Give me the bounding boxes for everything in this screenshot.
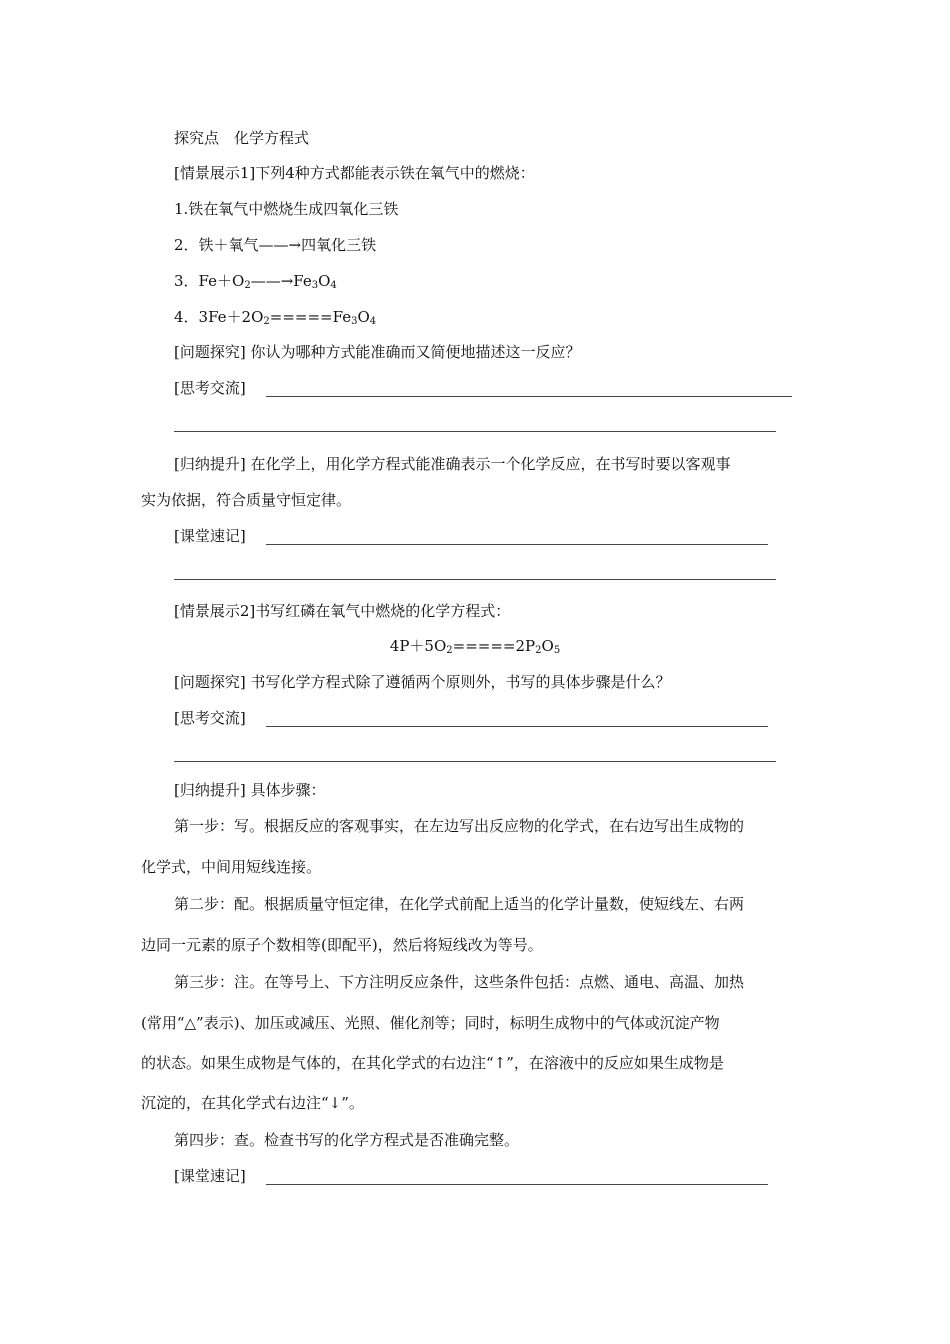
scenario-2-tag: [情景展示2] bbox=[174, 602, 256, 620]
summary-1-line-2: 实为依据，符合质量守恒定律。 bbox=[141, 491, 352, 509]
think-2-tag: [思考交流] bbox=[174, 709, 246, 727]
think-1-answer-line-2[interactable] bbox=[174, 431, 776, 432]
method-4-equation: 4．$3Fe+2O_2=====Fe_3O_4$ bbox=[174, 308, 377, 327]
question-2-tag: [问题探究] bbox=[174, 673, 246, 691]
think-2-answer-line-1[interactable] bbox=[266, 726, 768, 727]
step-3-line-2: (常用“△”表示)、加压或减压、光照、催化剂等；同时，标明生成物中的气体或沉淀产物 bbox=[141, 1014, 720, 1032]
scenario-1-line bbox=[174, 163, 535, 183]
phosphorus-equation: $4P+5O_2=====2P_2O_5$ bbox=[389, 637, 561, 656]
step-2-line-2: 边同一元素的原子个数相等(即配平)，然后将短线改为等号。 bbox=[141, 936, 543, 954]
notes-1-line-2[interactable] bbox=[174, 579, 776, 580]
summary-1-tag: [归纳提升] bbox=[174, 455, 246, 473]
notes-2-tag: [课堂速记] bbox=[174, 1167, 246, 1185]
question-1-tag: [问题探究] bbox=[174, 343, 246, 361]
step-2-line-1: 第二步：配。根据质量守恒定律，在化学式前配上适当的化学计量数，使短线左、右两 bbox=[174, 895, 745, 913]
scenario-1-tag: [情景展示1] bbox=[174, 164, 256, 182]
step-3-line-3: 的状态。如果生成物是气体的，在其化学式的右边注“↑”，在溶液中的反应如果生成物是 bbox=[141, 1054, 724, 1072]
notes-1-line-1[interactable] bbox=[266, 544, 768, 545]
step-4-line: 第四步：查。检查书写的化学方程式是否准确完整。 bbox=[174, 1131, 520, 1149]
scenario-2-text: 书写红磷在氧气中燃烧的化学方程式： bbox=[255, 602, 511, 620]
method-2: 2．铁＋氧气——→四氧化三铁 bbox=[174, 236, 377, 254]
question-1-line bbox=[174, 342, 581, 362]
step-1-line-2: 化学式，中间用短线连接。 bbox=[141, 858, 322, 876]
scenario-1-text: 下列4种方式都能表示铁在氧气中的燃烧： bbox=[255, 164, 535, 182]
scenario-2-line bbox=[174, 601, 510, 621]
step-3-line-4: 沉淀的，在其化学式右边注“↓”。 bbox=[141, 1094, 364, 1112]
summary-2-line: [归纳提升] 具体步骤： bbox=[174, 781, 326, 799]
method-1: 1.铁在氧气中燃烧生成四氧化三铁 bbox=[174, 200, 399, 218]
think-1-answer-line-1[interactable] bbox=[266, 396, 792, 397]
think-2-answer-line-2[interactable] bbox=[174, 761, 776, 762]
step-1-line-1: 第一步：写。根据反应的客观事实，在左边写出反应物的化学式，在右边写出生成物的 bbox=[174, 817, 745, 835]
question-1-text: 你认为哪种方式能准确而又简便地描述这一反应？ bbox=[250, 343, 581, 361]
method-3-equation: 3．$Fe+O_2——\to Fe_3O_4$ bbox=[174, 272, 337, 291]
question-2-line bbox=[174, 672, 671, 692]
question-2-text: 书写化学方程式除了遵循两个原则外，书写的具体步骤是什么？ bbox=[250, 673, 671, 691]
section-title: 探究点 化学方程式 bbox=[174, 129, 310, 147]
notes-1-tag: [课堂速记] bbox=[174, 527, 246, 545]
summary-1-line-1: [归纳提升] 在化学上，用化学方程式能准确表示一个化学反应，在书写时要以客观事 bbox=[174, 455, 731, 473]
think-1-tag: [思考交流] bbox=[174, 379, 246, 397]
step-3-line-1: 第三步：注。在等号上、下方注明反应条件，这些条件包括：点燃、通电、高温、加热 bbox=[174, 973, 745, 991]
summary-2-tag: [归纳提升] bbox=[174, 781, 246, 799]
notes-2-line-1[interactable] bbox=[266, 1184, 768, 1185]
